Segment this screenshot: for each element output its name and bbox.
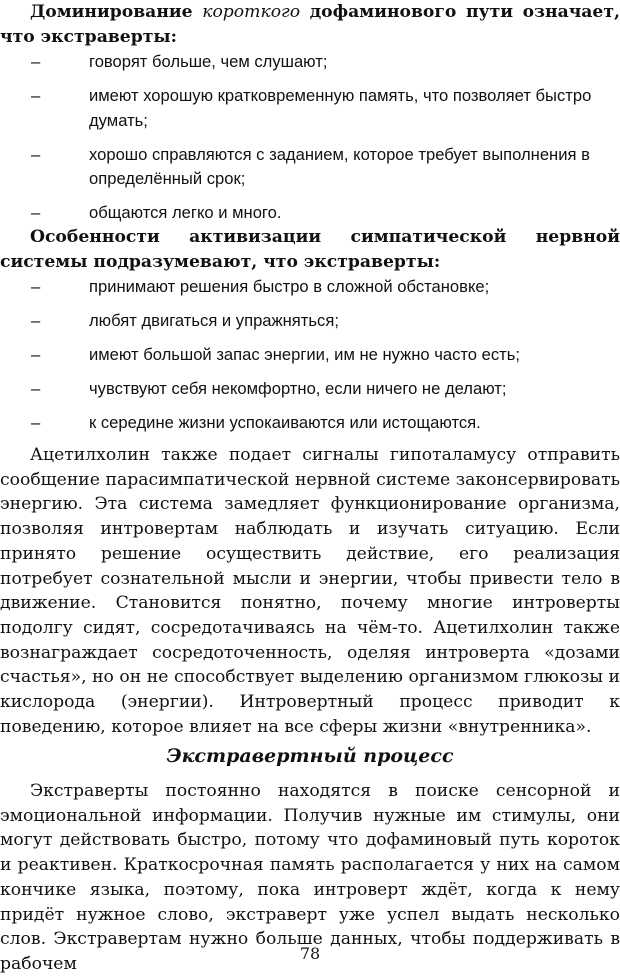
list-item: – принимают решения быстро в сложной обстановке;	[31, 275, 620, 300]
dash-bullet: –	[31, 277, 41, 296]
dash-bullet: –	[31, 379, 41, 398]
sympathetic-summary-lead: Особенности активизации симпатической нервной системы подразумевают, что экстраверты:	[0, 227, 620, 272]
lead-italic-word: короткого	[202, 2, 301, 22]
list-item: – чувствуют себя некомфортно, если ничего не делают;	[31, 377, 620, 402]
dopamine-summary-lead	[0, 0, 620, 49]
page-number: 78	[299, 944, 321, 963]
extravert-traits-list-2	[31, 275, 620, 445]
dash-bullet: –	[31, 86, 41, 105]
list-item: – любят двигаться и упражняться;	[31, 309, 620, 334]
list-item: – говорят больше, чем слушают;	[31, 50, 620, 75]
extravert-traits-list-1	[31, 50, 620, 235]
lead-word: Доминирование	[30, 2, 193, 22]
list-item: – к середине жизни успокаиваются или истощаются.	[31, 411, 620, 436]
dash-bullet: –	[31, 413, 41, 432]
dash-bullet: –	[31, 345, 41, 364]
list-item: – хорошо справляются с заданием, которое требует выполнения в определённый срок;	[31, 144, 590, 188]
acetylcholine-paragraph: Ацетилхолин также подает сигналы гипоталамусу отправить сообщение парасимпатической нервной системе законсервировать энергию. Эта система замедляет функционирование организма, позволяя интровертам наблюдать и изучать ситуацию. Если принято решение осуществить действие, его реализация потребует сознательной мысли и энергии, чтобы привести тело в движение. Становится понятно, почему многие интроверты подолгу сидят, сосредотачиваясь на чём-то. Ацетилхолин также вознаграждает сосредоточенность, оделяя интроверта «дозами счастья», но он не способствует выделению организмом глюкозы и кислорода (энергии). Интровертный процесс приводит к поведению, которое влияет на все сферы жизни «внутренника».	[0, 445, 620, 737]
dash-bullet: –	[31, 203, 41, 222]
lead-rest: дофаминового пути означает, что экстраверты:	[0, 2, 620, 47]
list-item: – имеют большой запас энергии, им не нужно часто есть;	[31, 343, 620, 368]
dash-bullet: –	[31, 311, 41, 330]
list-item: – имеют хорошую кратковременную память, что позволяет быстро думать;	[31, 86, 592, 130]
dash-bullet: –	[31, 52, 41, 71]
section-heading: Экстравертный процесс	[166, 745, 454, 767]
list-item: – общаются легко и много.	[31, 201, 620, 226]
dash-bullet: –	[31, 144, 41, 164]
extravert-process-paragraph: Экстраверты постоянно находятся в поиске сенсорной и эмоциональной информации. Получив нужные им стимулы, они могут действовать быстро, потому что дофаминовый путь короток и реактивен. Краткосрочная память располагается у них на самом кончике языка, поэтому, пока интроверт ждёт, когда к нему придёт нужное слово, экстраверт уже успел выдать несколько слов. Экстравертам нужно больше данных, чтобы поддерживать в рабочем	[0, 781, 620, 974]
